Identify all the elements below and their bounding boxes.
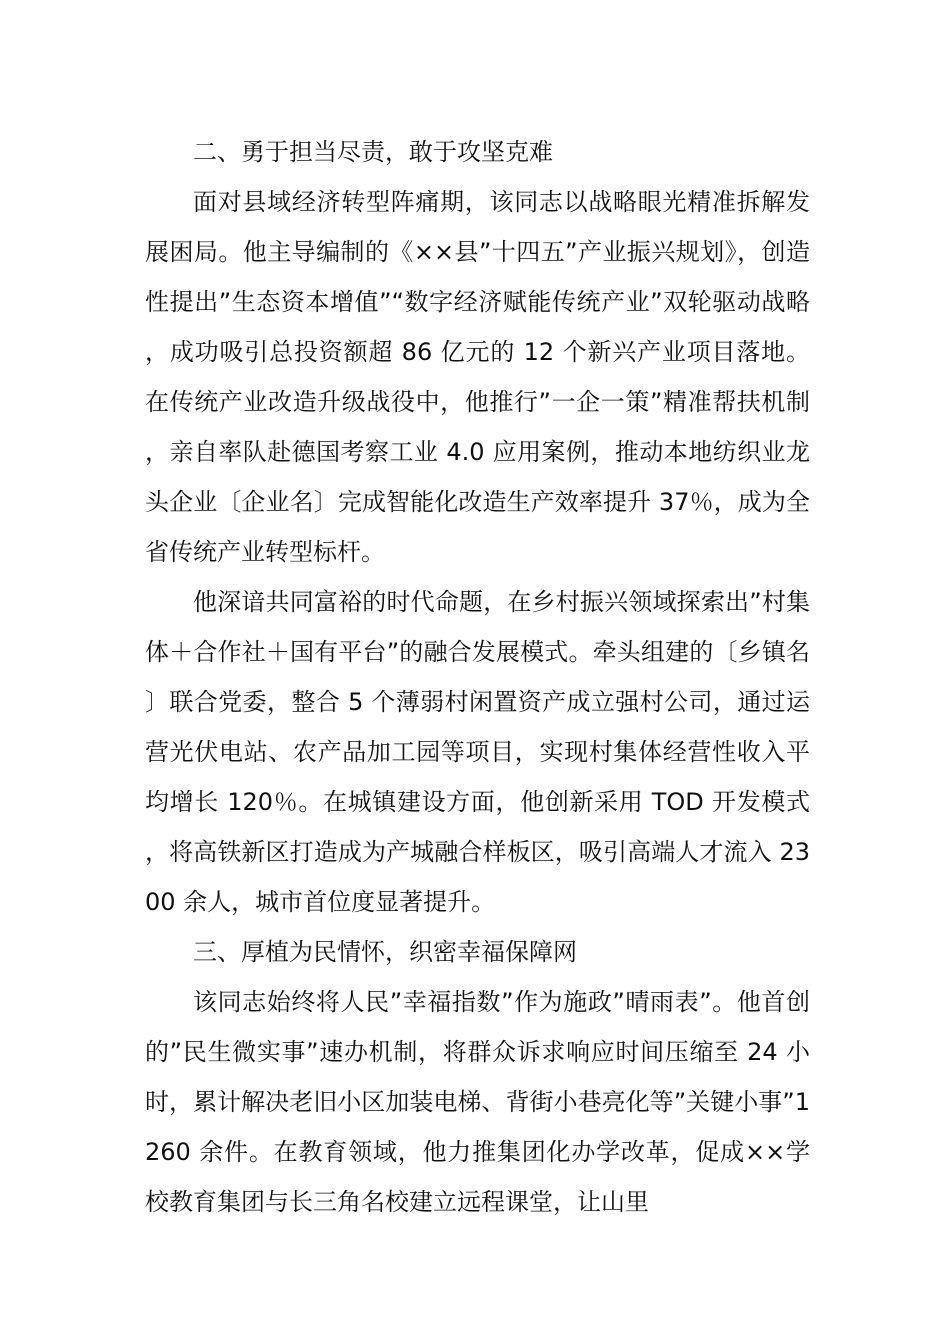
paragraph-economic-transformation: 面对县域经济转型阵痛期，该同志以战略眼光精准拆解发展困局。他主导编制的《××县”十四五”产业振兴规划》，创造性提出”生态资本增值”“数字经济赋能传统产业”双轮驱动战略，成功吸引总投资额超 86 亿元的 12 个新兴产业项目落地。在传统产业改造升级战役中，他推行”一企一策”精准帮扶机制，亲自率队赴德国考察工业 4.0 应用案例，推动本地纺织业龙头企业〔企业名〕完成智能化改造生产效率提升 37％，成为全省传统产业转型标杆。 (145, 188, 810, 566)
section-heading-2: 二、勇于担当尽责，敢于攻坚克难 (193, 138, 553, 166)
paragraph-rural-revitalization: 他深谙共同富裕的时代命题，在乡村振兴领域探索出”村集体＋合作社＋国有平台”的融合发展模式。牵头组建的〔乡镇名〕联合党委，整合 5 个薄弱村闲置资产成立强村公司，通过运营光伏电站、农产品加工园等项目，实现村集体经营性收入平均增长 120％。在城镇建设方面，他创新采用 TOD 开发模式，将高铁新区打造成为产城融合样板区，吸引高端人才流入 2300 余人，城市首位度显著提升。 (145, 588, 810, 916)
paragraph-people-wellbeing: 该同志始终将人民”幸福指数”作为施政”晴雨表”。他首创的”民生微实事”速办机制，将群众诉求响应时间压缩至 24 小时，累计解决老旧小区加装电梯、背街小巷亮化等”关键小事”1260 余件。在教育领域，他力推集团化办学改革，促成××学校教育集团与长三角名校建立远程课堂，让山里 (145, 988, 810, 1216)
section-heading-3: 三、厚植为民情怀，织密幸福保障网 (193, 938, 577, 966)
document-page (145, 127, 810, 1227)
